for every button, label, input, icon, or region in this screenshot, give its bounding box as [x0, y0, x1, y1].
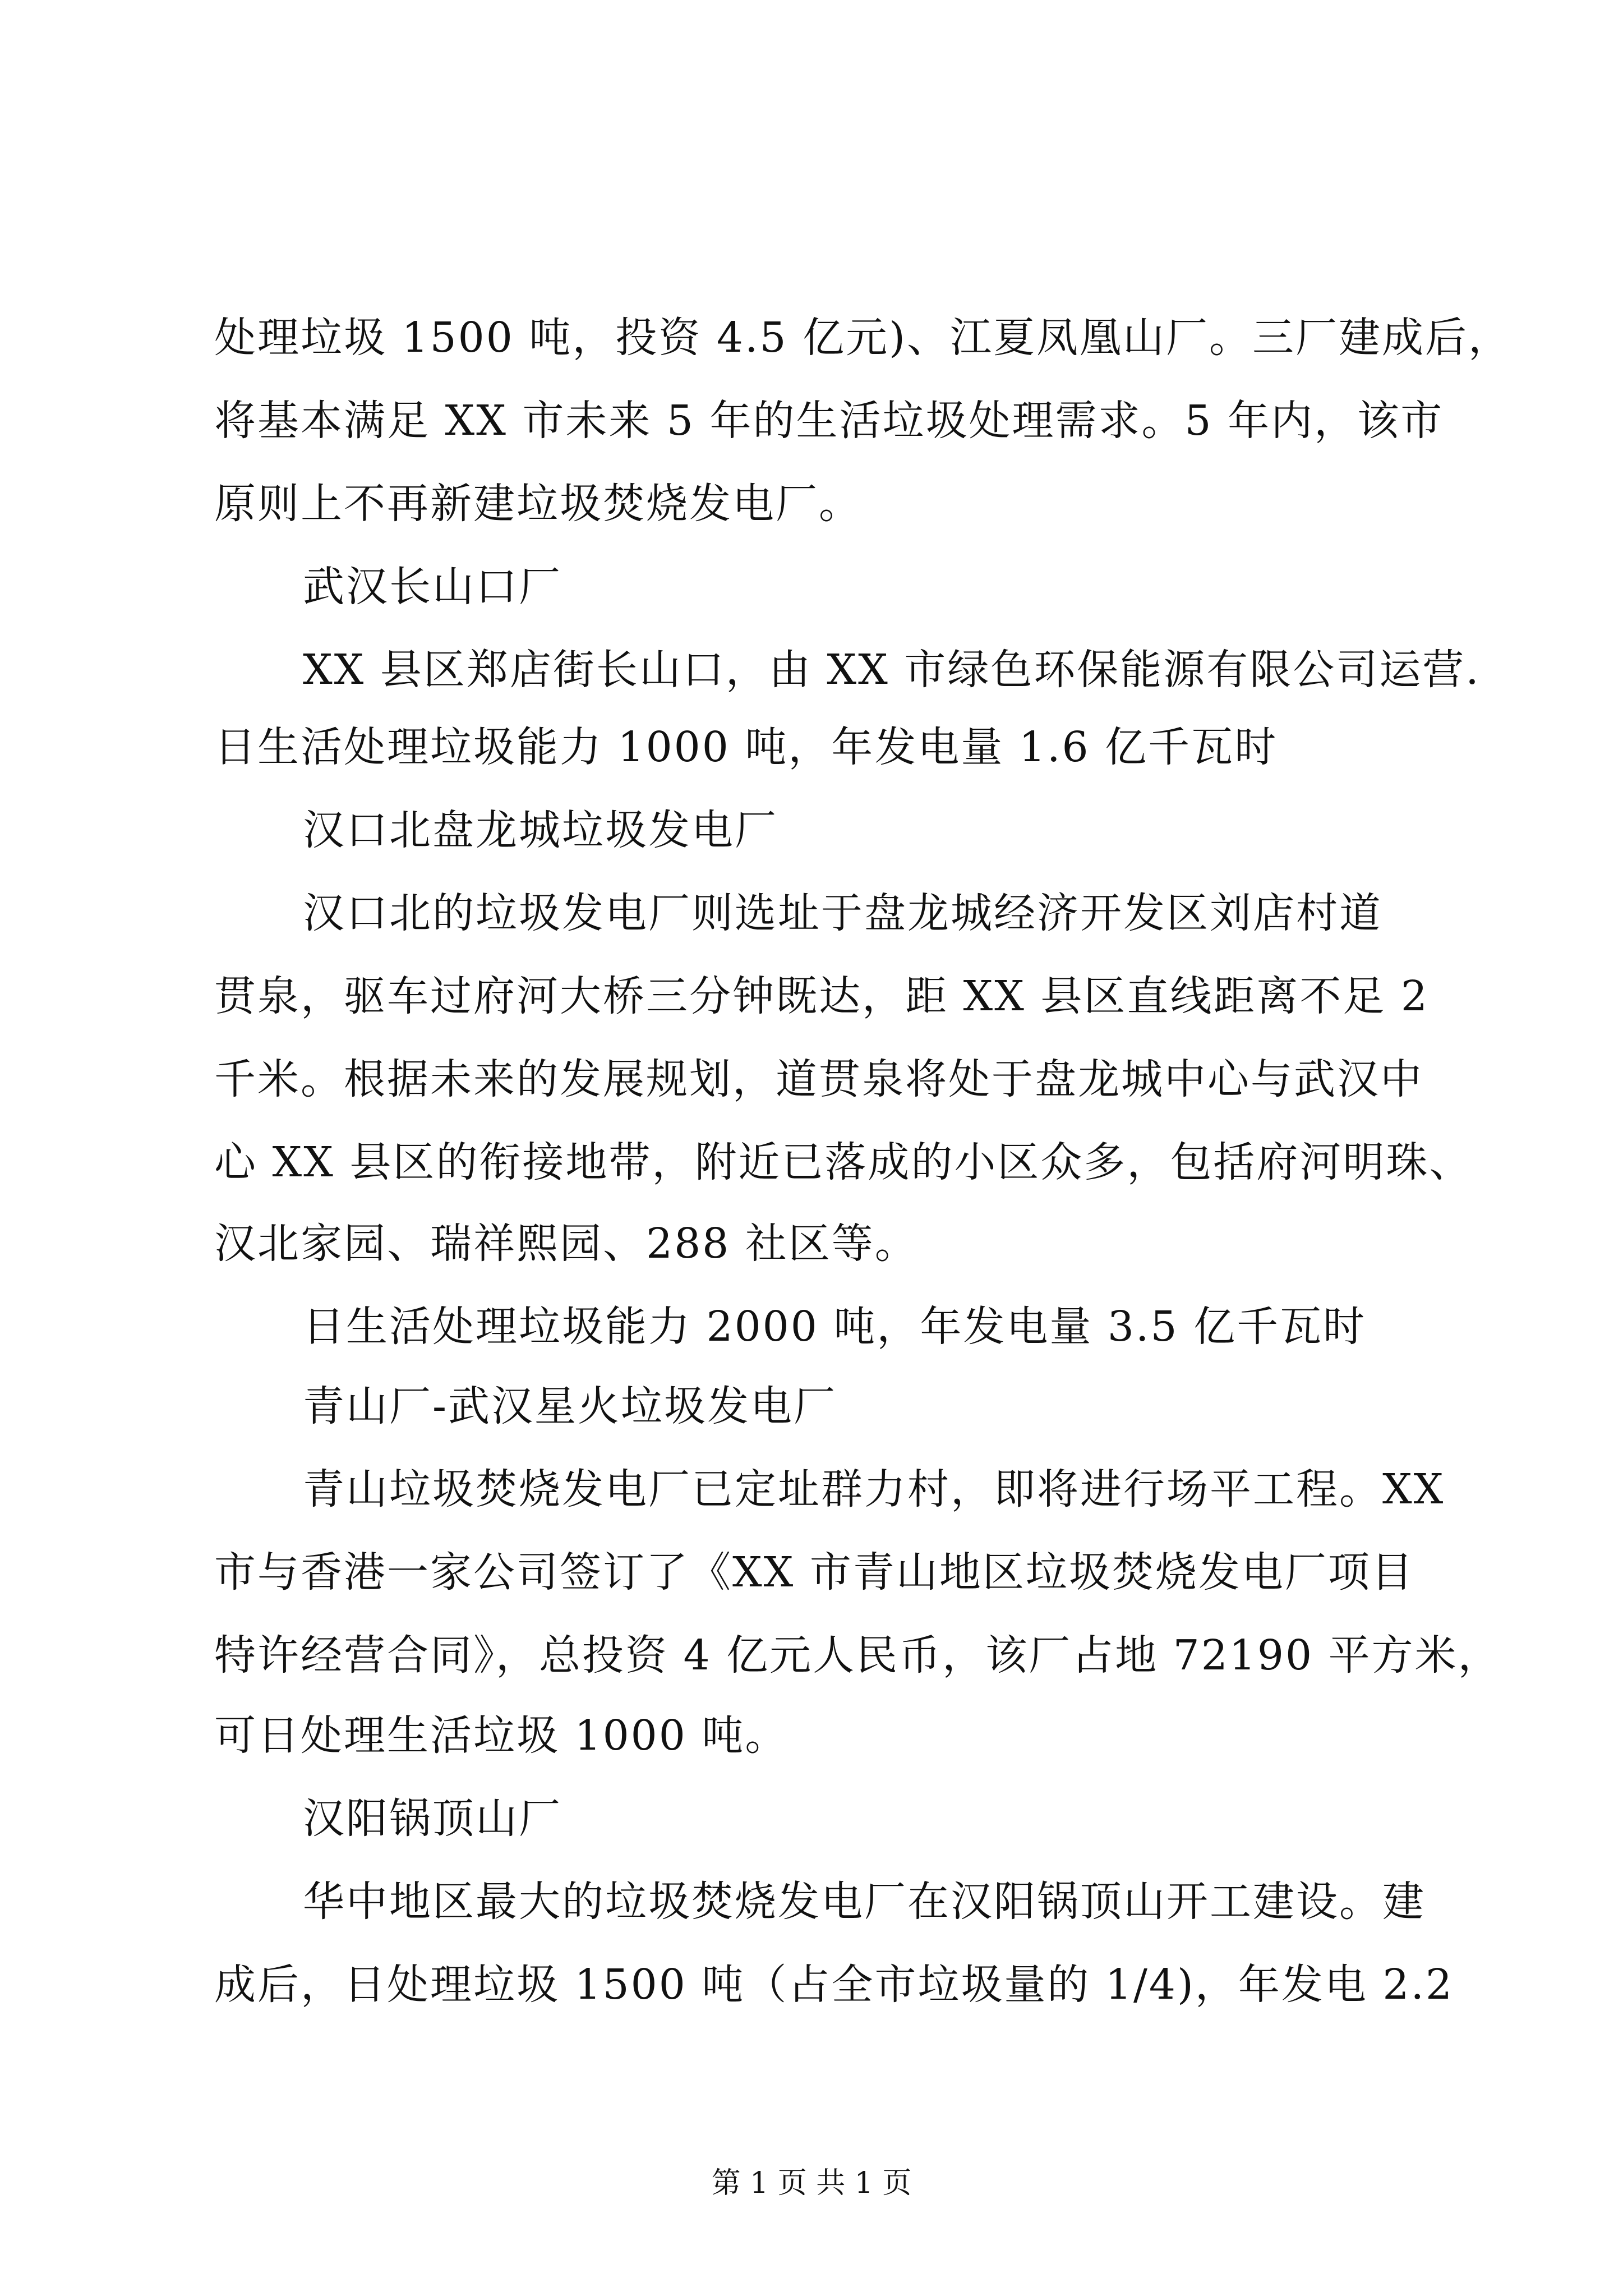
- body-line: 千米。根据未来的发展规划，道贯泉将处于盘龙城中心与武汉中: [214, 1055, 1423, 1103]
- body-line: 华中地区最大的垃圾焚烧发电厂在汉阳锅顶山开工建设。建: [303, 1878, 1426, 1926]
- body-line: 日生活处理垃圾能力 1000 吨，年发电量 1.6 亿千瓦时: [214, 723, 1278, 771]
- body-line: 可日处理生活垃圾 1000 吨。: [214, 1711, 789, 1760]
- body-line: 日生活处理垃圾能力 2000 吨，年发电量 3.5 亿千瓦时: [303, 1303, 1367, 1351]
- body-line: 市与香港一家公司签订了《XX 市青山地区垃圾焚烧发电厂项目: [214, 1548, 1414, 1596]
- body-line: XX 县区郑店街长山口，由 XX 市绿色环保能源有限公司运营.: [303, 646, 1481, 694]
- body-line: 特许经营合同》，总投资 4 亿元人民币，该厂占地 72190 平方米，: [214, 1631, 1501, 1680]
- body-line: 将基本满足 XX 市未来 5 年的生活垃圾处理需求。5 年内，该市: [214, 397, 1444, 445]
- section-heading: 武汉长山口厂: [303, 563, 562, 611]
- body-line: 原则上不再新建垃圾焚烧发电厂。: [214, 480, 862, 528]
- body-line: 心 XX 县区的衔接地带，附近已落成的小区众多，包括府河明珠、: [214, 1138, 1473, 1186]
- section-heading: 青山厂-武汉星火垃圾发电厂: [303, 1382, 837, 1430]
- section-heading: 汉口北盘龙城垃圾发电厂: [303, 806, 778, 854]
- body-line: 成后，日处理垃圾 1500 吨（占全市垃圾量的 1/4)，年发电 2.2: [214, 1961, 1454, 2009]
- body-line: 处理垃圾 1500 吨，投资 4.5 亿元)、江夏凤凰山厂。三厂建成后，: [214, 314, 1511, 362]
- body-line: 汉口北的垃圾发电厂则选址于盘龙城经济开发区刘店村道: [303, 889, 1382, 937]
- body-line: 贯泉，驱车过府河大桥三分钟既达，距 XX 县区直线距离不足 2: [214, 972, 1430, 1020]
- page-number-footer: 第 1 页 共 1 页: [711, 2166, 912, 2200]
- body-line: 汉北家园、瑞祥熙园、288 社区等。: [214, 1220, 918, 1268]
- body-line: 青山垃圾焚烧发电厂已定址群力村，即将进行场平工程。XX: [303, 1465, 1445, 1513]
- section-heading: 汉阳锅顶山厂: [303, 1795, 562, 1843]
